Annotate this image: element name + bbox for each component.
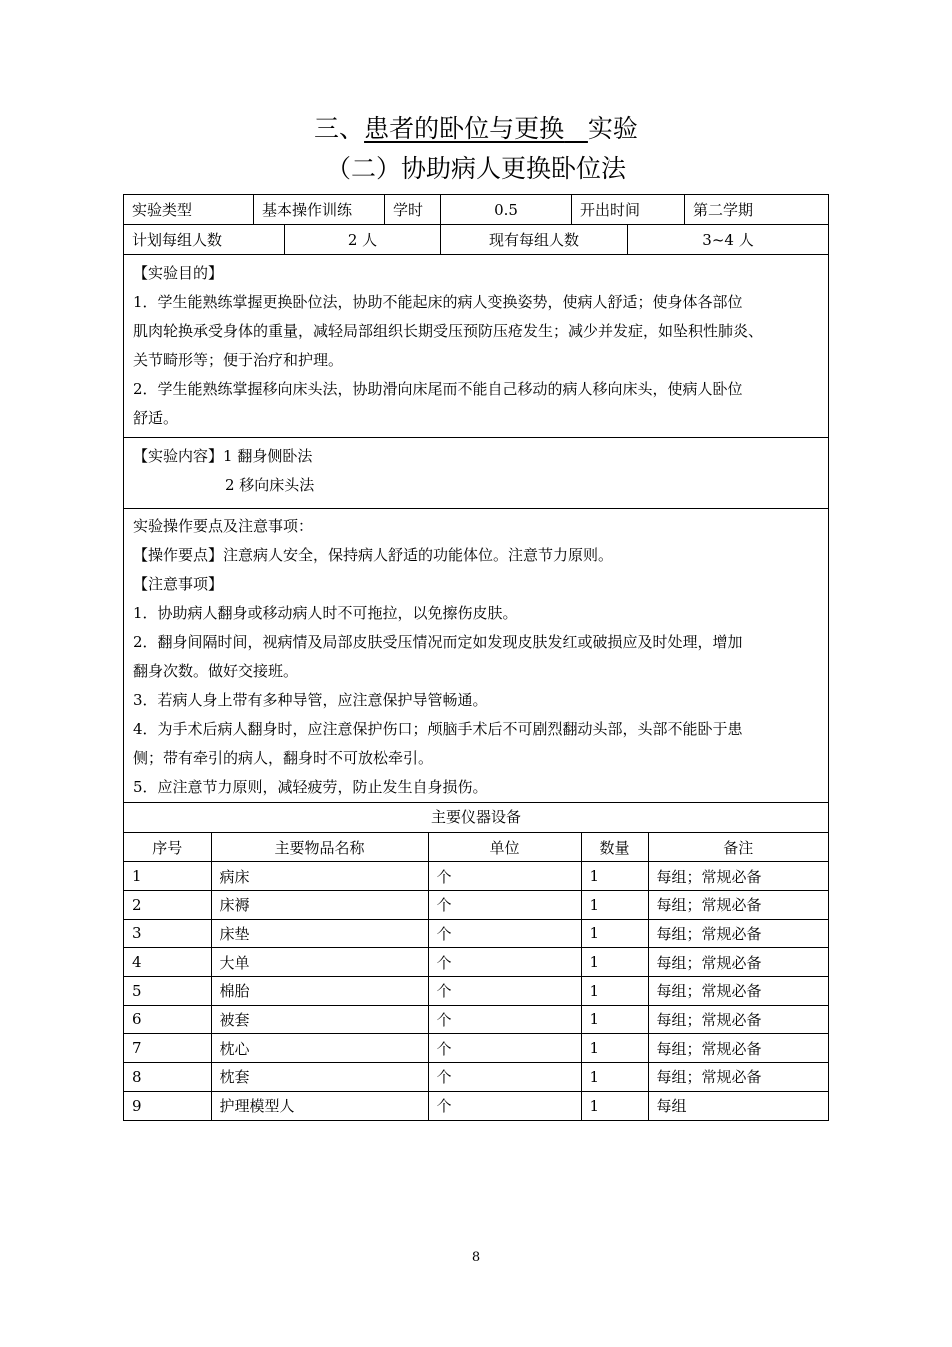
table-cell: 每组；常规必备: [648, 1063, 828, 1092]
title-underline-gap: [564, 114, 588, 143]
title-prefix: 三、: [314, 114, 365, 143]
content-item: 1 翻身侧卧法: [223, 447, 313, 465]
hours-value: 0.5: [441, 195, 572, 224]
table-cell: 个: [428, 1034, 581, 1063]
table-cell: 大单: [211, 948, 428, 977]
table-cell: 个: [428, 919, 581, 948]
table-cell: 病床: [211, 862, 428, 891]
equipment-title: 主要仪器设备: [124, 803, 828, 833]
table-cell: 每组；常规必备: [648, 1034, 828, 1063]
purpose-line: 关节畸形等；便于治疗和护理。: [133, 351, 344, 369]
caution-line: 2．翻身间隔时间，视病情及局部皮肤受压情况而定如发现皮肤发红或破损应及时处理，增加: [133, 633, 743, 651]
table-cell: 每组；常规必备: [648, 1005, 828, 1034]
equipment-table: [124, 833, 828, 1120]
term-label: 开出时间: [572, 195, 685, 224]
caution-heading: 【注意事项】: [133, 575, 224, 593]
table-cell: 1: [581, 948, 648, 977]
table-cell: 枕心: [211, 1034, 428, 1063]
table-cell: 6: [124, 1005, 211, 1034]
info-row-1: [124, 195, 828, 225]
table-cell: 1: [581, 862, 648, 891]
table-cell: 1: [581, 1091, 648, 1120]
purpose-line: 肌肉轮换承受身体的重量，减轻局部组织长期受压预防压疮发生；减少并发症，如坠积性肺炎、: [133, 322, 764, 340]
table-cell: 个: [428, 1063, 581, 1092]
title-suffix: 实验: [587, 114, 638, 143]
caution-line: 3．若病人身上带有多种导管，应注意保护导管畅通。: [133, 691, 488, 709]
actual-value: 3~4 人: [702, 231, 754, 249]
table-cell: 7: [124, 1034, 211, 1063]
table-row: [124, 1091, 828, 1120]
table-cell: 每组；常规必备: [648, 948, 828, 977]
caution-line: 5．应注意节力原则，减轻疲劳，防止发生自身损伤。: [133, 778, 488, 796]
table-cell: 枕套: [211, 1063, 428, 1092]
purpose-line: 舒适。: [133, 409, 179, 427]
caution-line: 4．为手术后病人翻身时，应注意保护伤口；颅脑手术后不可剧烈翻动头部，头部不能卧于患: [133, 720, 743, 738]
table-cell: 护理模型人: [211, 1091, 428, 1120]
table-cell: 1: [581, 1005, 648, 1034]
table-cell: 1: [124, 862, 211, 891]
header-cell: 主要物品名称: [211, 833, 428, 862]
title-underlined: 患者的卧位与更换: [364, 114, 565, 143]
table-cell: 1: [581, 976, 648, 1005]
notes-intro: 实验操作要点及注意事项：: [133, 517, 314, 535]
table-row: [124, 976, 828, 1005]
header-cell: 序号: [124, 833, 211, 862]
table-cell: 1: [581, 890, 648, 919]
page-number: 8: [471, 1250, 481, 1265]
table-cell: 1: [581, 919, 648, 948]
notes-section: [124, 509, 828, 803]
table-cell: 9: [124, 1091, 211, 1120]
purpose-section: [124, 255, 828, 438]
table-cell: 3: [124, 919, 211, 948]
table-row: [124, 890, 828, 919]
table-cell: 每组；常规必备: [648, 890, 828, 919]
table-cell: 8: [124, 1063, 211, 1092]
table-cell: 个: [428, 1091, 581, 1120]
equipment-header-row: [124, 833, 828, 862]
table-cell: 床垫: [211, 919, 428, 948]
table-row: [124, 862, 828, 891]
term-value: 第二学期: [693, 201, 754, 219]
header-cell: 备注: [648, 833, 828, 862]
header-cell: 数量: [581, 833, 648, 862]
hours-label: 学时: [385, 195, 441, 224]
content-item: 2 移向床头法: [225, 476, 315, 494]
content-heading: 【实验内容】: [133, 447, 224, 465]
table-cell: 被套: [211, 1005, 428, 1034]
caution-line: 翻身次数。做好交接班。: [133, 662, 299, 680]
purpose-line: 1．学生能熟练掌握更换卧位法，协助不能起床的病人变换姿势，使病人舒适；使身体各部位: [133, 293, 743, 311]
table-cell: 每组；常规必备: [648, 862, 828, 891]
caution-line: 侧；带有牵引的病人，翻身时不可放松牵引。: [133, 749, 434, 767]
table-cell: 4: [124, 948, 211, 977]
table-row: [124, 919, 828, 948]
table-cell: 1: [581, 1063, 648, 1092]
table-cell: 每组；常规必备: [648, 919, 828, 948]
table-cell: 个: [428, 948, 581, 977]
caution-line: 1．协助病人翻身或移动病人时不可拖拉，以免擦伤皮肤。: [133, 604, 518, 622]
table-cell: 个: [428, 890, 581, 919]
table-cell: 5: [124, 976, 211, 1005]
table-cell: 每组；常规必备: [648, 976, 828, 1005]
key-points-heading: 【操作要点】: [133, 546, 224, 564]
planned-value: 2 人: [285, 225, 441, 254]
table-cell: 棉胎: [211, 976, 428, 1005]
table-row: [124, 948, 828, 977]
key-points-text: 注意病人安全，保持病人舒适的功能体位。注意节力原则。: [223, 546, 614, 564]
table-cell: 2: [124, 890, 211, 919]
table-cell: 床褥: [211, 890, 428, 919]
purpose-heading: 【实验目的】: [133, 264, 224, 282]
page-title: [0, 112, 952, 146]
table-cell: 个: [428, 1005, 581, 1034]
table-cell: 个: [428, 862, 581, 891]
table-row: [124, 1005, 828, 1034]
type-label: 实验类型: [124, 195, 254, 224]
table-cell: 个: [428, 976, 581, 1005]
purpose-line: 2．学生能熟练掌握移向床头法，协助滑向床尾而不能自己移动的病人移向床头，使病人卧位: [133, 380, 743, 398]
planned-label: 计划每组人数: [124, 225, 285, 254]
page-subtitle: （二）协助病人更换卧位法: [325, 154, 626, 183]
experiment-sheet: [123, 194, 829, 1121]
actual-label: 现有每组人数: [441, 225, 628, 254]
table-cell: 每组: [648, 1091, 828, 1120]
table-row: [124, 1063, 828, 1092]
table-row: [124, 1034, 828, 1063]
content-section: [124, 438, 828, 509]
type-value: 基本操作训练: [254, 195, 385, 224]
info-row-2: [124, 225, 828, 255]
header-cell: 单位: [428, 833, 581, 862]
table-cell: 1: [581, 1034, 648, 1063]
